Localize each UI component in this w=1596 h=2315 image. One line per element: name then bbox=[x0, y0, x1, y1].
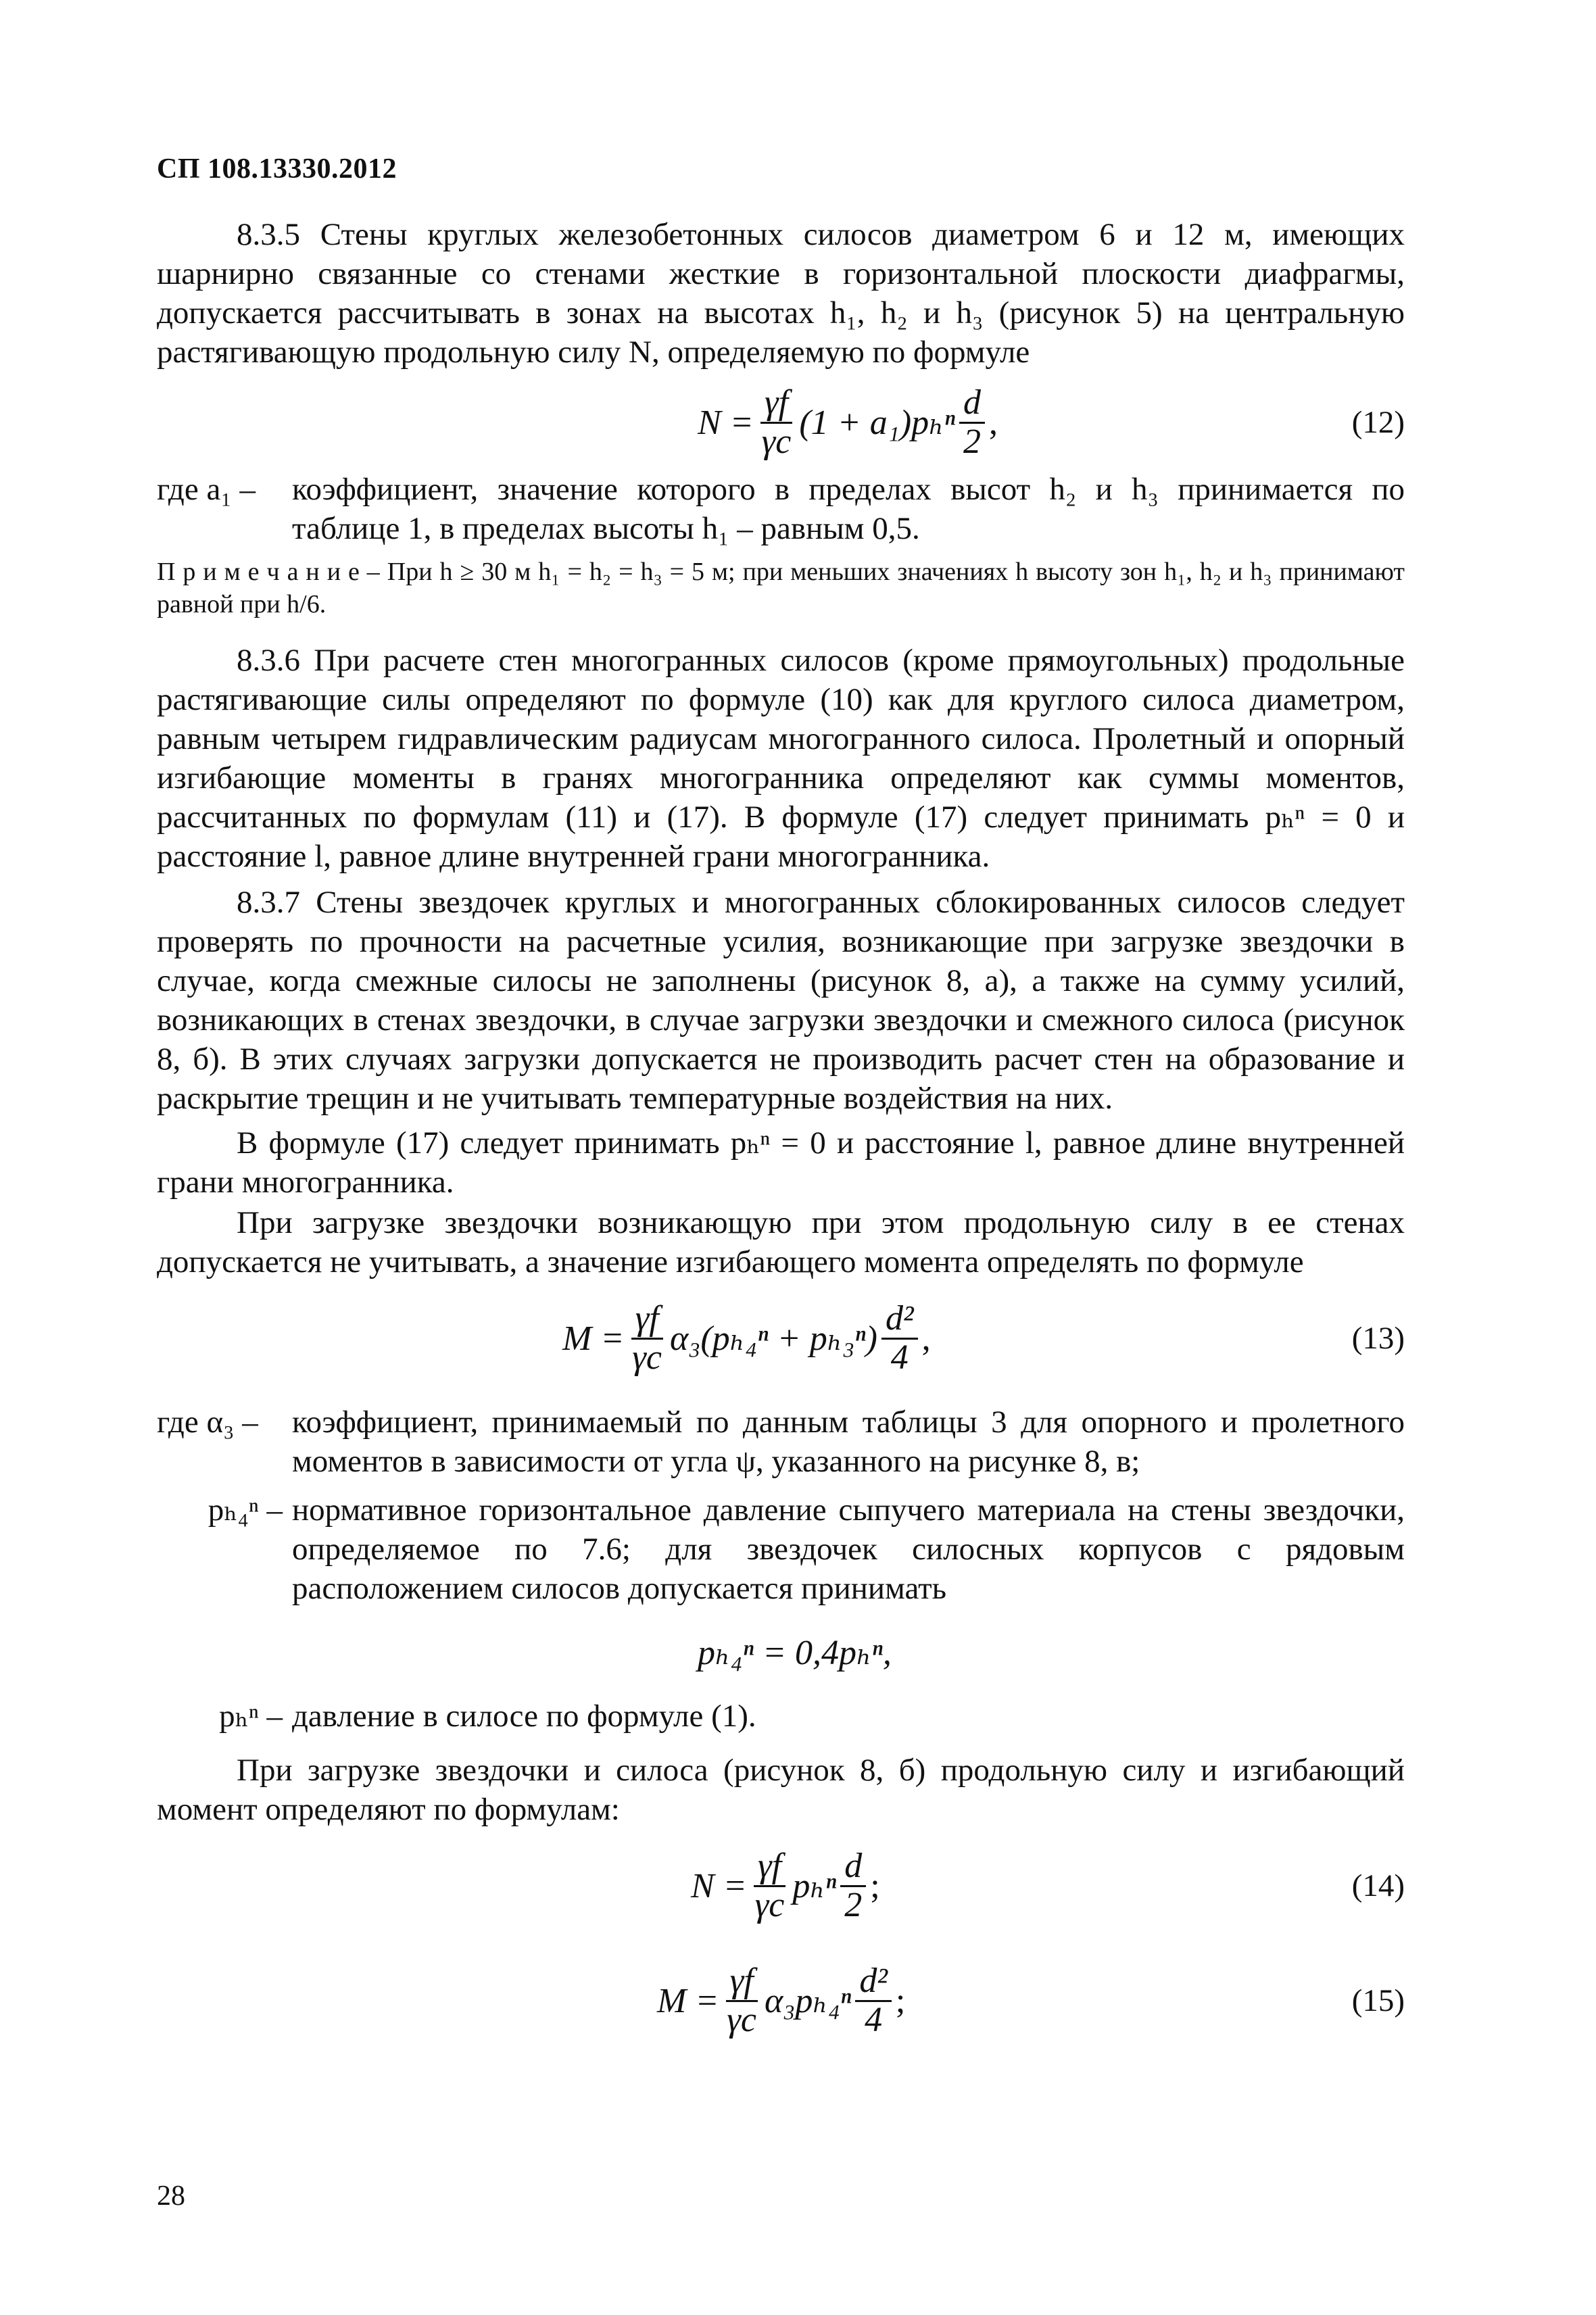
formula-15-gamma-c: γc bbox=[727, 2000, 756, 2039]
formula-12-lhs: N = bbox=[698, 403, 754, 442]
formula-13-gamma-c: γc bbox=[632, 1338, 662, 1377]
definition-ph bbox=[157, 1697, 1405, 1736]
formula-12-fraction-gamma bbox=[758, 385, 796, 460]
formula-15 bbox=[657, 1947, 905, 2055]
definition-alpha3-text: коэффициент, принимаемый по данным таблицы 3 для опорного и пролетного моментов в зависимости от угла ψ, указанного на рисунке 8, в; bbox=[292, 1405, 1405, 1479]
formula-14-middle: pₕⁿ bbox=[792, 1867, 837, 1905]
paragraph-8-3-7: 8.3.7 Стены звездочек круглых и многогранных сблокированных силосов следует проверять по прочности на расчетные усилия, возникающие при загрузке звездочки в случае, когда смежные силосы не заполнены (рисунок 8, а), а также на сумму усилий, возникающих в стенах звездочки, в случае загрузки звездочки и смежного силоса (рисунок 8, б). В этих случаях загрузки допускается не производить расчет стен на образование и раскрытие трещин и не учитывать температурные воздействия на них. bbox=[157, 885, 1405, 1116]
paragraph-star-load: При загрузке звездочки возникающую при этом продольную силу в ее стенах допускается не учитывать, а значение изгибающего момента определять по формуле bbox=[157, 1205, 1405, 1280]
formula-14-row bbox=[157, 1832, 1405, 1940]
formula-14-number: (14) bbox=[1351, 1868, 1405, 1903]
page-number: 28 bbox=[157, 2180, 185, 2212]
formula-13-gamma-f: γf bbox=[631, 1300, 663, 1340]
formula-14-fraction-gamma bbox=[751, 1848, 789, 1924]
definition-ph4-text: нормативное горизонтальное давление сыпучего материала на стены звездочки, определяемое по 7.6; для звездочек силосных корпусов с рядовым расположением силосов допускается принимать bbox=[292, 1492, 1405, 1606]
formula-15-lhs: M = bbox=[657, 1981, 719, 2020]
formula-14-d: d bbox=[840, 1848, 866, 1887]
formula-15-fraction-d bbox=[855, 1963, 892, 2039]
paragraph-formula-17: В формуле (17) следует принимать pₕⁿ = 0 и расстояние l, равное длине внутренней грани многогранника. bbox=[157, 1125, 1405, 1200]
formula-14-fraction-d bbox=[840, 1848, 866, 1924]
definition-a1 bbox=[157, 470, 1405, 548]
formula-15-fraction-gamma bbox=[723, 1963, 760, 2039]
formula-13-lhs: M = bbox=[562, 1319, 625, 1358]
formula-12-gamma-f: γf bbox=[760, 385, 792, 424]
formula-12-number: (12) bbox=[1351, 405, 1405, 440]
formula-15-d2: d² bbox=[855, 1963, 892, 2002]
formula-15-number: (15) bbox=[1351, 1983, 1405, 2018]
formula-13-row bbox=[157, 1284, 1405, 1392]
formula-12 bbox=[698, 368, 998, 477]
formula-13-4: 4 bbox=[890, 1338, 909, 1377]
paragraph-8-3-7-block bbox=[157, 883, 1405, 1118]
definition-ph-term: pₕⁿ – bbox=[219, 1699, 283, 1734]
definition-alpha3 bbox=[157, 1403, 1405, 1481]
formula-12-tail: , bbox=[989, 403, 998, 442]
formula-15-middle: α₃pₕ₄ⁿ bbox=[764, 1982, 852, 2020]
formula-14-tail: ; bbox=[870, 1866, 880, 1905]
formula-13-fraction-d bbox=[881, 1300, 918, 1376]
paragraph-star-silo: При загрузке звездочки и силоса (рисунок 8, б) продольную силу и изгибающий момент определяют по формулам: bbox=[157, 1753, 1405, 1827]
formula-13-middle: α₃(pₕ₄ⁿ + pₕ₃ⁿ) bbox=[669, 1319, 877, 1358]
formula-12-d: d bbox=[959, 385, 985, 424]
definition-ph-text: давление в силосе по формуле (1). bbox=[292, 1699, 756, 1734]
paragraph-star-silo-block bbox=[157, 1751, 1405, 1829]
paragraph-formula-17-block bbox=[157, 1123, 1405, 1202]
formula-12-fraction-d bbox=[959, 385, 985, 460]
formula-15-gamma-f: γf bbox=[726, 1963, 758, 2002]
paragraph-8-3-5: 8.3.5 Стены круглых железобетонных силосов диаметром 6 и 12 м, имеющих шарнирно связанные со стенами жесткие в горизонтальной плоскости диафрагмы, допускается рассчитывать в зонах на высотах h₁, h₂ и h₃ (рисунок 5) на центральную растягивающую продольную силу N, определяемую по формуле bbox=[157, 217, 1405, 370]
definition-alpha3-term: где α₃ – bbox=[157, 1405, 258, 1440]
formula-12-row bbox=[157, 368, 1405, 477]
formula-12-gamma-c: γc bbox=[761, 422, 792, 461]
formula-15-tail: ; bbox=[895, 1981, 906, 2020]
formula-14-lhs: N = bbox=[691, 1866, 747, 1905]
paragraph-8-3-5-block bbox=[157, 215, 1405, 372]
formula-13 bbox=[562, 1284, 931, 1392]
definition-a1-term: где a₁ – bbox=[157, 472, 256, 507]
formula-15-row bbox=[157, 1947, 1405, 2055]
formula-13-tail: , bbox=[921, 1319, 931, 1358]
definition-ph4 bbox=[157, 1490, 1405, 1608]
document-code: СП 108.13330.2012 bbox=[157, 153, 397, 185]
note-text: П р и м е ч а н и е – При h ≥ 30 м h₁ = h₂ = h₃ = 5 м; при меньших значениях h высоту зон h₁, h₂ и h₃ принимают равной при h/6. bbox=[157, 558, 1405, 618]
formula-13-d2: d² bbox=[881, 1300, 918, 1340]
formula-ph4-row bbox=[157, 1622, 1405, 1683]
definition-ph4-term: pₕ₄ⁿ – bbox=[208, 1492, 283, 1528]
formula-12-2: 2 bbox=[963, 422, 982, 461]
formula-15-4: 4 bbox=[865, 2000, 883, 2039]
paragraph-star-load-block bbox=[157, 1203, 1405, 1282]
formula-13-fraction-gamma bbox=[628, 1300, 666, 1376]
formula-14 bbox=[691, 1832, 880, 1940]
formula-14-gamma-c: γc bbox=[754, 1885, 785, 1924]
formula-13-number: (13) bbox=[1351, 1321, 1405, 1356]
formula-12-middle: (1 + a₁)pₕⁿ bbox=[799, 404, 956, 442]
paragraph-8-3-6-block bbox=[157, 641, 1405, 876]
formula-14-2: 2 bbox=[844, 1885, 863, 1924]
formula-ph4: pₕ₄ⁿ = 0,4pₕⁿ, bbox=[698, 1634, 892, 1672]
note-block bbox=[157, 556, 1405, 620]
definition-a1-text: коэффициент, значение которого в пределах высот h₂ и h₃ принимается по таблице 1, в пределах высоты h₁ – равным 0,5. bbox=[292, 472, 1405, 546]
formula-14-gamma-f: γf bbox=[754, 1848, 785, 1887]
paragraph-8-3-6: 8.3.6 При расчете стен многогранных силосов (кроме прямоугольных) продольные растягивающие силы определяют по формуле (10) как для круглого силоса диаметром, равным четырем гидравлическим радиусам многогранного силоса. Пролетный и опорный изгибающие моменты в гранях многогранника определяют как суммы моментов, рассчитанных по формулам (11) и (17). В формуле (17) следует принимать pₕⁿ = 0 и расстояние l, равное длине внутренней грани многогранника. bbox=[157, 643, 1405, 874]
